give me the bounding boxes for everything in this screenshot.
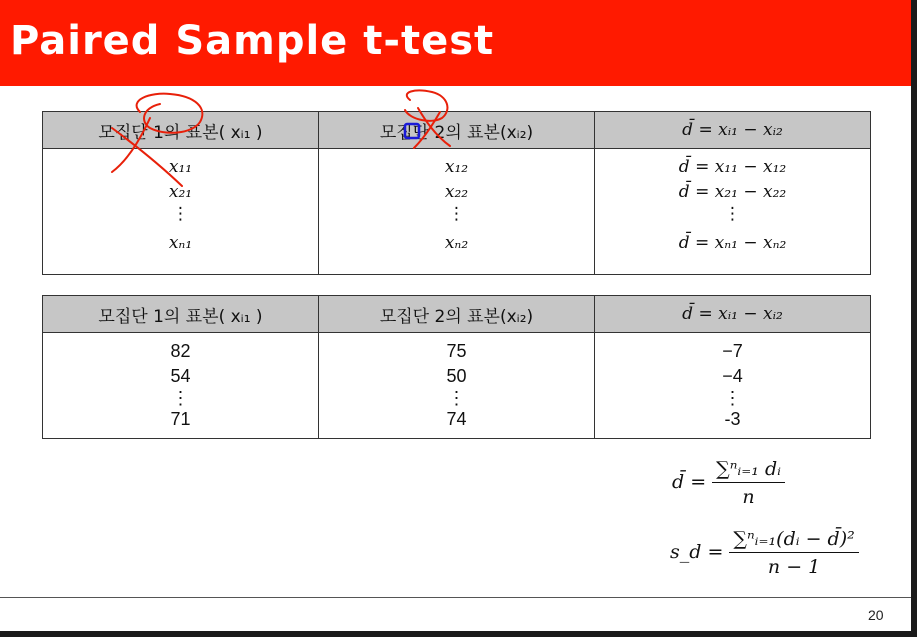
header-difference: d̄ = xᵢ₁ − xᵢ₂ xyxy=(595,296,871,333)
table-row xyxy=(43,333,871,439)
symbolic-table xyxy=(42,111,871,275)
sample-2-column xyxy=(319,149,595,275)
cell: -3 xyxy=(724,409,741,429)
formula-lhs: d̄ = xyxy=(672,471,707,493)
title-bar xyxy=(0,0,911,86)
page-number: 20 xyxy=(868,607,884,623)
difference-column xyxy=(595,333,871,439)
cell: d̄ = x₂₁ − x₂₂ xyxy=(678,182,787,202)
sample-1-column xyxy=(43,149,319,275)
cell: x₂₂ xyxy=(444,182,469,202)
cell: 75 xyxy=(446,341,467,361)
footer-divider xyxy=(0,597,911,598)
cell: x₁₂ xyxy=(444,157,469,177)
cell: xₙ₂ xyxy=(444,233,469,253)
ellipsis: ⋮ xyxy=(724,204,741,224)
cell: 50 xyxy=(446,366,467,386)
table-row xyxy=(43,149,871,275)
header-sample-2: 모집단 2의 표본(xᵢ₂) xyxy=(319,112,595,149)
cell: 82 xyxy=(170,341,191,361)
difference-column xyxy=(595,149,871,275)
ellipsis: ⋮ xyxy=(447,388,466,408)
header-difference: d̄ = xᵢ₁ − xᵢ₂ xyxy=(595,112,871,149)
std-difference-formula xyxy=(670,528,859,578)
cell: −7 xyxy=(722,341,743,361)
mean-difference-formula xyxy=(672,458,785,508)
sample-1-column xyxy=(43,333,319,439)
denominator: n xyxy=(742,486,755,508)
cell: 74 xyxy=(446,409,467,429)
cell: 54 xyxy=(170,366,191,386)
table-header-row xyxy=(43,112,871,149)
cell: −4 xyxy=(722,366,743,386)
cell: x₁₁ xyxy=(168,157,193,177)
ellipsis: ⋮ xyxy=(723,388,742,408)
header-sample-1: 모집단 1의 표본( xᵢ₁ ) xyxy=(43,112,319,149)
cell: d̄ = x₁₁ − x₁₂ xyxy=(678,157,787,177)
fraction xyxy=(712,458,785,508)
cell: d̄ = xₙ₁ − xₙ₂ xyxy=(678,233,787,253)
ellipsis: ⋮ xyxy=(448,204,465,224)
cell: xₙ₁ xyxy=(168,233,193,253)
slide-title: Paired Sample t-test xyxy=(10,18,495,64)
formula-lhs: s_d = xyxy=(670,541,724,563)
fraction xyxy=(729,528,858,578)
header-sample-1: 모집단 1의 표본( xᵢ₁ ) xyxy=(43,296,319,333)
header-sample-2: 모집단 2의 표본(xᵢ₂) xyxy=(319,296,595,333)
ellipsis: ⋮ xyxy=(171,388,190,408)
table-header-row xyxy=(43,296,871,333)
numerator: ∑ⁿᵢ₌₁ dᵢ xyxy=(712,458,785,483)
cell: x₂₁ xyxy=(168,182,193,202)
denominator: n − 1 xyxy=(767,556,821,578)
sample-2-column xyxy=(319,333,595,439)
numeric-table xyxy=(42,295,871,439)
numerator: ∑ⁿᵢ₌₁(dᵢ − d̄)² xyxy=(729,528,858,553)
ellipsis: ⋮ xyxy=(172,204,189,224)
cell: 71 xyxy=(170,409,191,429)
